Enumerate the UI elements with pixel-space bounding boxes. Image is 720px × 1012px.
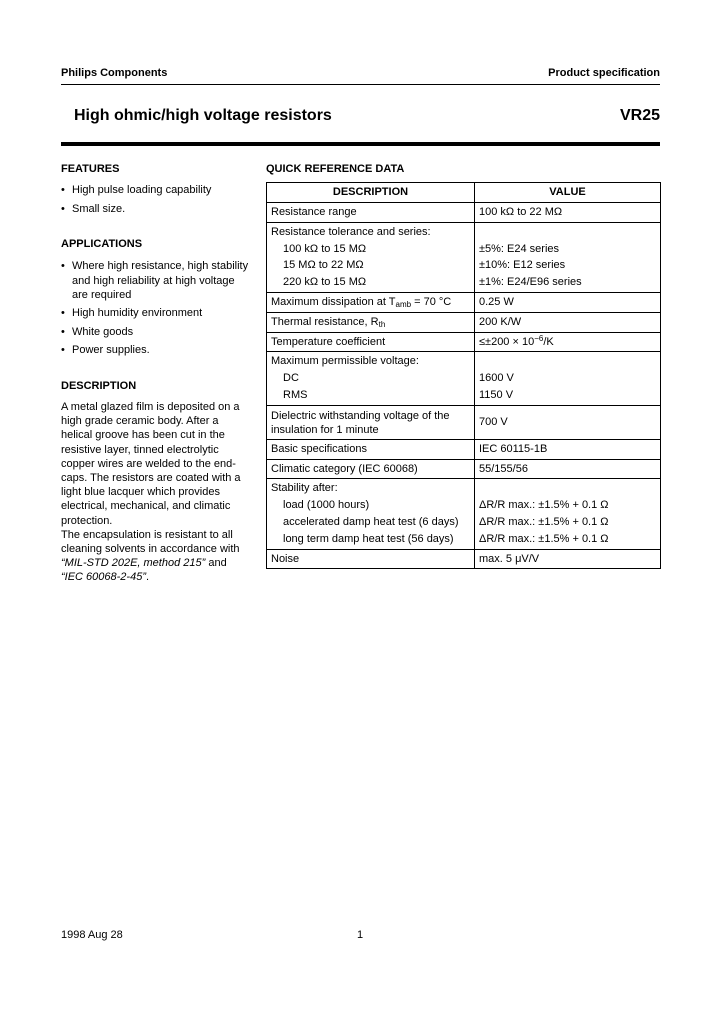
cell-label: Basic specifications	[267, 439, 475, 459]
thermal-label: Thermal resistance, R	[271, 315, 379, 328]
tolerance-range: 15 MΩ to 22 MΩ	[283, 259, 364, 272]
page-number: 1	[357, 929, 364, 941]
description-heading: DESCRIPTION	[61, 380, 137, 392]
column-header-value: VALUE	[475, 183, 661, 203]
temp-coeff-unit: /K	[543, 335, 554, 348]
description-body	[61, 400, 251, 585]
page-title: High ohmic/high voltage resistors	[74, 107, 332, 124]
table-row	[267, 405, 661, 439]
tolerance-value: ±10%: E12 series	[479, 259, 566, 272]
cell-value: max. 5 μV/V	[475, 549, 661, 569]
description-end: .	[146, 571, 150, 584]
stability-label: Stability after:	[271, 482, 338, 495]
cell-value: 0.25 W	[475, 292, 661, 312]
title-divider	[61, 142, 660, 146]
dissipation-label: Maximum dissipation at T	[271, 295, 396, 308]
table-row	[267, 222, 661, 292]
quick-reference-table	[266, 182, 661, 569]
company-name: Philips Components	[61, 67, 168, 79]
tolerance-label: Resistance tolerance and series:	[271, 225, 431, 238]
superscript: −6	[534, 333, 544, 343]
table-row	[267, 332, 661, 352]
voltage-label: Maximum permissible voltage:	[271, 355, 419, 368]
table-row	[267, 312, 661, 332]
stability-test: accelerated damp heat test (6 days)	[283, 515, 459, 528]
description-connector: and	[205, 557, 227, 570]
cell-label	[267, 312, 475, 332]
stability-test: load (1000 hours)	[283, 499, 370, 512]
cell-value: 700 V	[475, 405, 661, 439]
tolerance-range: 220 kΩ to 15 MΩ	[283, 276, 367, 289]
cell-value	[475, 352, 661, 405]
cell-label	[267, 352, 475, 405]
table-row	[267, 439, 661, 459]
cell-label: Resistance range	[267, 203, 475, 223]
cell-label	[267, 222, 475, 292]
product-code: VR25	[619, 107, 660, 124]
table-row	[267, 549, 661, 569]
cell-value: IEC 60115-1B	[475, 439, 661, 459]
applications-heading: APPLICATIONS	[61, 238, 143, 250]
table-row	[267, 203, 661, 223]
cell-label: Temperature coefficient	[267, 332, 475, 352]
stability-test: long term damp heat test (56 days)	[283, 532, 454, 545]
cell-label: Dielectric withstanding voltage of the insulation for 1 minute	[267, 405, 475, 439]
table-row	[267, 479, 661, 549]
cell-value	[475, 479, 661, 549]
footer-date: 1998 Aug 28	[61, 929, 123, 941]
cell-label	[267, 479, 475, 549]
mil-std-reference: “MIL-STD 202E, method 215”	[61, 557, 206, 570]
description-paragraph: The encapsulation is resistant to all cleaning solvents in accordance with	[61, 528, 240, 556]
voltage-dc-label: DC	[283, 372, 299, 385]
table-row	[267, 459, 661, 479]
stability-value: ΔR/R max.: ±1.5% + 0.1 Ω	[479, 532, 609, 545]
cell-label	[267, 292, 475, 312]
subscript: amb	[395, 299, 412, 309]
voltage-rms-label: RMS	[283, 388, 308, 401]
features-heading: FEATURES	[61, 163, 120, 175]
dissipation-temp: = 70 °C	[411, 295, 452, 308]
tolerance-value: ±5%: E24 series	[479, 242, 560, 255]
cell-label: Climatic category (IEC 60068)	[267, 459, 475, 479]
quick-ref-heading: QUICK REFERENCE DATA	[266, 163, 405, 175]
voltage-rms-value: 1150 V	[479, 388, 514, 401]
table-header-row	[267, 183, 661, 203]
cell-label: Noise	[267, 549, 475, 569]
temp-coeff-value: ≤±200 × 10	[479, 335, 535, 348]
description-paragraph: A metal glazed film is deposited on a high grade ceramic body. After a helical groove has been cut in the resistive layer, tinned electrolytic copper wires are welded to the end-caps. The resistors are coated with a light blue lacquer which provides electrical, mechanical, and climatic protection.	[61, 401, 241, 527]
voltage-dc-value: 1600 V	[479, 372, 514, 385]
cell-value: 55/155/56	[475, 459, 661, 479]
subscript: th	[378, 319, 386, 329]
stability-value: ΔR/R max.: ±1.5% + 0.1 Ω	[479, 499, 609, 512]
stability-value: ΔR/R max.: ±1.5% + 0.1 Ω	[479, 515, 609, 528]
document-type: Product specification	[548, 67, 660, 79]
iec-reference: “IEC 60068-2-45”	[61, 571, 146, 584]
tolerance-range: 100 kΩ to 15 MΩ	[283, 242, 367, 255]
cell-value	[475, 222, 661, 292]
table-row	[267, 352, 661, 405]
cell-value	[475, 332, 661, 352]
table-row	[267, 292, 661, 312]
cell-value: 100 kΩ to 22 MΩ	[475, 203, 661, 223]
cell-value: 200 K/W	[475, 312, 661, 332]
tolerance-value: ±1%: E24/E96 series	[479, 276, 582, 289]
column-header-description: DESCRIPTION	[267, 183, 475, 203]
header-divider	[61, 84, 660, 85]
